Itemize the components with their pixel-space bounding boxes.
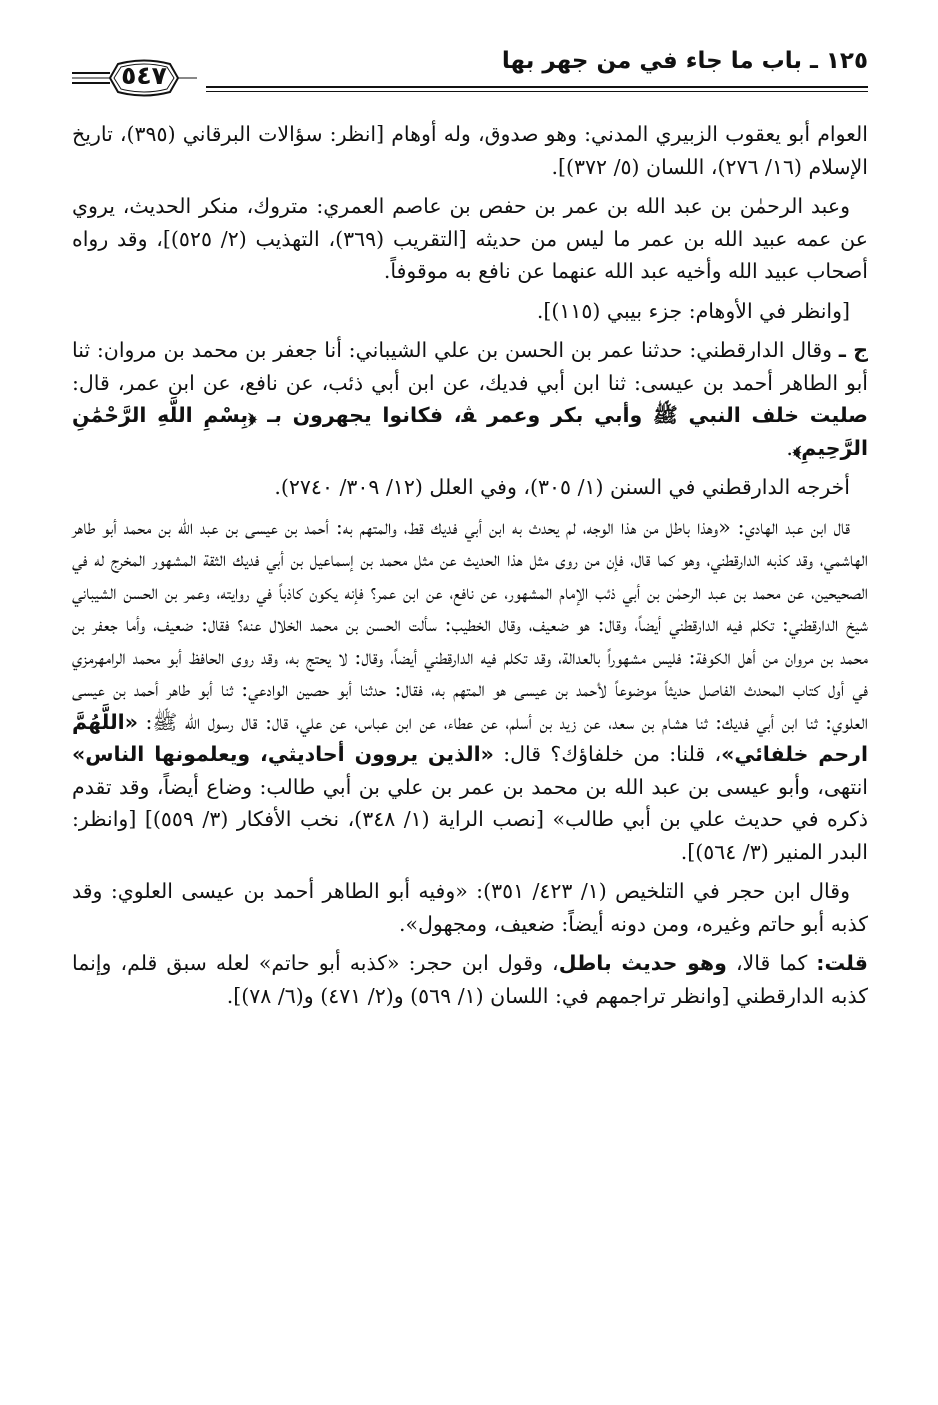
paragraph-8-text-1: كما قالا، (735, 951, 808, 975)
paragraph-4-text: وقال الدارقطني: حدثنا عمر بن الحسن بن علي الشيباني: أنا جعفر بن محمد بن مروان: ثنا أبو الطاهر أحمد بن عيسى: ثنا ابن أبي فديك، عن ابن أبي ذئب، عن نافع، عن ابن عمر، قال: (72, 338, 868, 395)
paragraph-6-text-1: قال ابن عبد الهادي: «وهذا باطل من هذا الوجه، لم يحدث به ابن أبي فديك قط، والمتهم به: أحمد بن عيسى بن عبد الله بن محمد أبو طاهر الهاشمي، وقد كذبه الدارقطني، وهو كما قال، فإن من روى مثل هذا الحديث عن مثل محمد بن إسماعيل بن أبي فديك الثقة المشهور المخرج له في الصحيحين، عن محمد بن عبد الرحمٰن بن أبي ذئب الإمام المشهور، عن نافع، عن ابن عمر؟ فإنه يكون كاذباً في روايته، وعمر بن الحسن الشيباني شيخ الدارقطني: تكلم فيه الدارقطني أيضاً، وقال: هو ضعيف، وقال الخطيب: سألت الحسن بن محمد الخلال عنه؟ فقال: ضعيف، وأما جعفر بن محمد بن مروان من أهل الكوفة: فليس مشهوراً بالعدالة، وقد تكلم فيه الدارقطني أيضاً، وقال: لا يحتج به، وقد روى الحافظ أبو محمد الرامهرمزي في أول كتاب المحدث الفاصل حديثاً موضوعاً لأحمد بن عيسى هو المتهم به، فقال: حدثنا أبو حصين الوادعي: ثنا أبو طاهر أحمد بن عيسى العلوي: ثنا ابن أبي فديك: ثنا هشام بن سعد، عن زيد بن أسلم، عن عطاء، عن ابن عباس، عن علي، قال: قال رسول الله ﷺ: (72, 514, 868, 734)
hadith-quote-1: «اللَّهُمَّ ارحم خلفائي» (72, 709, 868, 766)
paragraph-8 (72, 947, 868, 1012)
paragraph-4 (72, 334, 868, 464)
paragraph-6-text-3: انتهى، وأبو عيسى بن عبد الله بن محمد بن عمر بن علي بن أبي طالب: وضاع أيضاً، وقد تقدم ذكره في حديث علي بن أبي طالب» [نصب الراية (١/ ٣٤٨)، نخب الأفكار (٣/ ٥٥٩)] [وانظر: البدر المنير (٣/ ٥٦٤)]. (72, 774, 868, 864)
paragraph-7: وقال ابن حجر في التلخيص (١/ ٤٢٣/ ٣٥١): «وفيه أبو الطاهر أحمد بن عيسى العلوي: وقد كذبه أبو حاتم وغيره، ومن دونه أيضاً: ضعيف، ومجهول». (72, 879, 868, 936)
page-number-frame (72, 56, 197, 102)
paragraph-6 (72, 511, 868, 869)
paragraph-5: أخرجه الدارقطني في السنن (١/ ٣٠٥)، وفي العلل (١٢/ ٣٠٩/ ٢٧٤٠). (274, 475, 850, 499)
verdict-bold: وهو حديث باطل (558, 951, 727, 975)
page-body (72, 118, 868, 1019)
page-number: ٥٤٧ (121, 61, 167, 90)
paragraph-4-end: . (786, 435, 793, 460)
hadith-quote-2: «الذين يروون أحاديثي، ويعلمونها الناس» (72, 742, 494, 766)
paragraph-3: [وانظر في الأوهام: جزء بيبي (١١٥)]. (536, 298, 850, 323)
paragraph-1: العوام أبو يعقوب الزبيري المدني: وهو صدوق، وله أوهام [انظر: سؤالات البرقاني (٣٩٥)، تاريخ الإسلام (١٦/ ٢٧٦)، اللسان (٥/ ٣٧٢)]. (72, 122, 868, 179)
paragraph-8-text-2: ، وقول ابن حجر: «كذبه أبو حاتم» لعله سبق قلم، وإنما كذبه الدارقطني [وانظر تراجمهم في: اللسان (١/ ٥٦٩) و(٢/ ٤٧١) و(٦/ ٧٨)]. (72, 951, 868, 1008)
chapter-title: ١٢٥ ـ باب ما جاء في من جهر بها (501, 48, 868, 74)
section-marker: ج ـ (838, 338, 868, 362)
header-rule (206, 86, 868, 92)
paragraph-6-text-2: ، قلنا: من خلفاؤك؟ قال: (503, 742, 722, 766)
qultu-marker: قلت: (816, 951, 868, 975)
page-header (72, 40, 868, 100)
paragraph-2: وعبد الرحمٰن بن عبد الله بن عمر بن حفص بن عاصم العمري: متروك، منكر الحديث، يروي عن عمه عبيد الله بن عمر ما ليس من حديثه [التقريب (٣٦٩)، التهذيب (٢/ ٥٢٥)]، وقد رواه أصحاب عبيد الله وأخيه عبد الله عنهما عن نافع به موقوفاً. (72, 194, 868, 283)
hadith-quote: صليت خلف النبي ﷺ وأبي بكر وعمر ﭭ، فكانوا يجهرون بـ ﴿بِسْمِ اللَّهِ الرَّحْمَٰنِ الرَّحِيمِ﴾ (72, 403, 868, 460)
